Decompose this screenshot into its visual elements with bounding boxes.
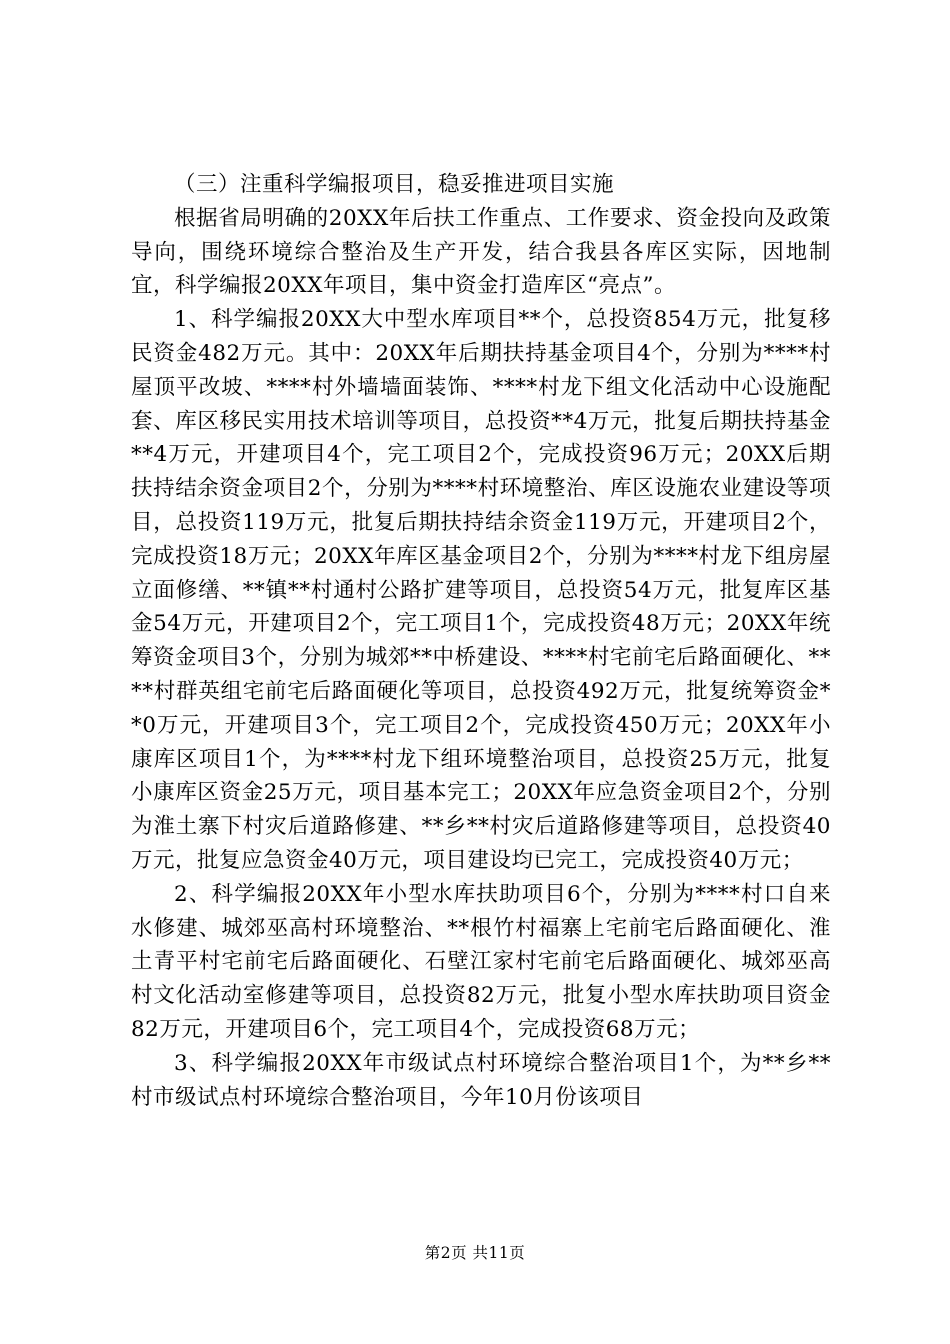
document-body — [131, 168, 831, 1114]
paragraph-item-1: 1、科学编报20XX大中型水库项目**个，总投资854万元，批复移民资金482万元。其中：20XX年后期扶持基金项目4个，分别为****村屋顶平改坡、****村外墙墙面装饰、****村龙下组文化活动中心设施配套、库区移民实用技术培训等项目，总投资**4万元，批复后期扶持基金**4万元，开建项目4个，完工项目2个，完成投资96万元；20XX后期扶持结余资金项目2个，分别为****村环境整治、库区设施农业建设等项目，总投资119万元，批复后期扶持结余资金119万元，开建项目2个，完成投资18万元；20XX年库区基金项目2个，分别为****村龙下组房屋立面修缮、**镇**村通村公路扩建等项目，总投资54万元，批复库区基金54万元，开建项目2个，完工项目1个，完成投资48万元；20XX年统筹资金项目3个，分别为城郊**中桥建设、****村宅前宅后路面硬化、****村群英组宅前宅后路面硬化等项目，总投资492万元，批复统筹资金**0万元，开建项目3个，完工项目2个，完成投资450万元；20XX年小康库区项目1个，为****村龙下组环境整治项目，总投资25万元，批复小康库区资金25万元，项目基本完工；20XX年应急资金项目2个，分别为淮土寨下村灾后道路修建、**乡**村灾后道路修建等项目，总投资40万元，批复应急资金40万元，项目建设均已完工，完成投资40万元； — [131, 307, 831, 873]
paragraph-intro: 根据省局明确的20XX年后扶工作重点、工作要求、资金投向及政策导向，围绕环境综合整治及生产开发，结合我县各库区实际，因地制宜，科学编报20XX年项目，集中资金打造库区“亮点”。 — [131, 205, 831, 299]
paragraph-item-2: 2、科学编报20XX年小型水库扶助项目6个，分别为****村口自来水修建、城郊巫高村环境整治、**根竹村福寨上宅前宅后路面硬化、淮土青平村宅前宅后路面硬化、石壁江家村宅前宅后路面硬化、城郊巫高村文化活动室修建等项目，总投资82万元，批复小型水库扶助项目资金82万元，开建项目6个，完工项目4个，完成投资68万元； — [131, 881, 831, 1042]
page-footer: 第2页 共11页 — [424, 1244, 526, 1262]
paragraph-item-3: 3、科学编报20XX年市级试点村环境综合整治项目1个，为**乡**村市级试点村环境综合整治项目，今年10月份该项目 — [131, 1050, 831, 1110]
section-heading: （三）注重科学编报项目，稳妥推进项目实施 — [174, 172, 615, 197]
